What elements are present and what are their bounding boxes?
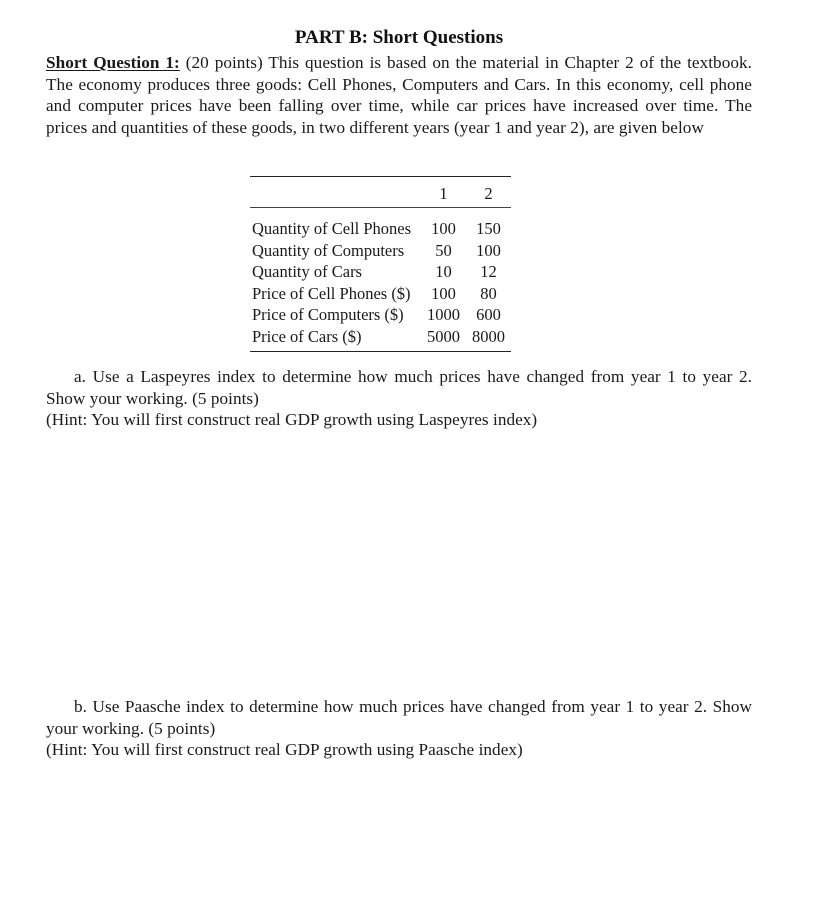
year2-value: 600 bbox=[476, 305, 501, 324]
part-b-question bbox=[46, 696, 752, 739]
document-page bbox=[46, 26, 752, 760]
table-header-cell bbox=[250, 177, 421, 208]
section-heading: PART B: Short Questions bbox=[294, 27, 504, 48]
row-label: Price of Computers ($) bbox=[252, 305, 404, 324]
year1-value: 5000 bbox=[427, 326, 461, 346]
prices-quantities-table bbox=[250, 176, 511, 352]
year2-value: 80 bbox=[480, 283, 497, 303]
question-text: (20 points) This question is based on the material in Chapter 2 of the textbook. The economy produces three goods: Cell Phones, Computers and Cars. In this economy, cell phone and computer prices have been falling over time, while car prices have increased over time. The prices and quantities of these goods, in two different years (year 1 and year 2), are given below bbox=[46, 53, 752, 138]
table-header-cell: 2 bbox=[466, 177, 511, 208]
table-header-cell: 1 bbox=[421, 177, 466, 208]
row-label: Price of Cell Phones ($) bbox=[252, 283, 411, 303]
year1-value: 1000 bbox=[427, 305, 461, 324]
year1-value: 100 bbox=[431, 219, 456, 238]
year2-value: 8000 bbox=[472, 326, 506, 346]
table-row bbox=[250, 240, 511, 262]
row-label: Quantity of Cars bbox=[252, 262, 362, 281]
question-intro bbox=[46, 52, 752, 139]
table-row bbox=[250, 208, 511, 240]
year1-value: 100 bbox=[431, 283, 456, 303]
part-b-text: b. Use Paasche index to determine how much prices have changed from year 1 to year 2. Show your working. (5 points) bbox=[46, 697, 752, 738]
part-b-hint: (Hint: You will first construct real GDP growth using Paasche index) bbox=[46, 740, 523, 760]
question-label: Short Question 1: bbox=[46, 53, 180, 72]
table-row bbox=[250, 326, 511, 352]
year2-value: 12 bbox=[480, 262, 497, 281]
part-b bbox=[46, 696, 752, 761]
year1-value: 50 bbox=[435, 240, 452, 260]
row-label: Price of Cars ($) bbox=[252, 326, 362, 346]
year2-value: 100 bbox=[476, 240, 501, 260]
year1-value: 10 bbox=[435, 262, 452, 281]
part-a-question bbox=[46, 366, 752, 409]
part-a bbox=[46, 366, 752, 431]
table-row bbox=[250, 304, 511, 326]
part-a-hint: (Hint: You will first construct real GDP growth using Laspeyres index) bbox=[46, 410, 538, 430]
year2-value: 150 bbox=[476, 219, 501, 238]
part-a-text: a. Use a Laspeyres index to determine how much prices have changed from year 1 to year 2. Show your working. (5 points) bbox=[46, 367, 752, 408]
table-row bbox=[250, 261, 511, 283]
table-header-row bbox=[250, 177, 511, 208]
row-label: Quantity of Computers bbox=[252, 240, 405, 260]
row-label: Quantity of Cell Phones bbox=[252, 219, 412, 238]
table-row bbox=[250, 283, 511, 305]
